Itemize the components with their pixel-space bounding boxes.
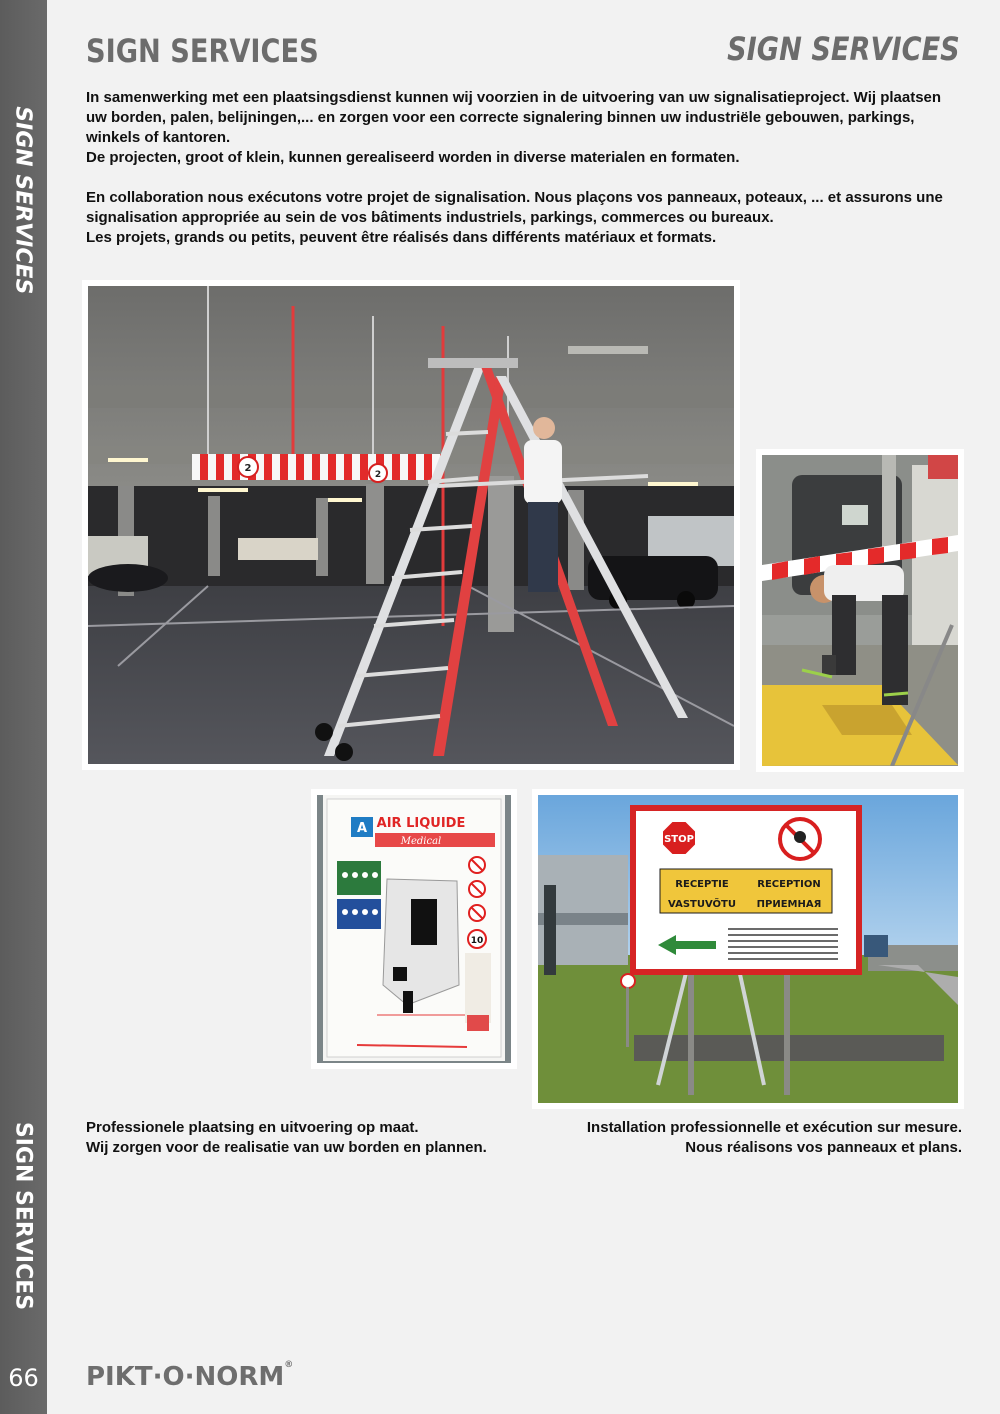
registered-mark: ® — [284, 1360, 294, 1370]
floor-marking-image — [762, 455, 958, 766]
height-limit-sign-2: 2 — [374, 470, 382, 480]
sidebar-label-top: SIGN SERVICES — [10, 103, 36, 297]
parking-ladder-image — [88, 286, 734, 764]
caption-french — [587, 1118, 962, 1158]
intro-fr-paragraph-2: Les projets, grands ou petits, peuvent être réalisés dans différents matériaux et formats. — [86, 229, 717, 246]
sign-reception: RECEPTION — [757, 879, 821, 890]
air-liquide-board-image — [317, 795, 511, 1063]
stop-sign-text: STOP — [664, 834, 694, 845]
sidebar — [0, 0, 47, 1414]
photo-floor-marking — [756, 449, 964, 772]
caption-dutch-line-1: Professionele plaatsing en uitvoering op maat. — [86, 1119, 419, 1136]
brand-logo-text: PIKT·O·NORM — [86, 1362, 285, 1392]
sign-vastuvotu: VASTUVÕTU — [668, 899, 736, 910]
intro-nl-paragraph-2: De projecten, groot of klein, kunnen gerealiseerd worden in diverse materialen en formaten. — [86, 149, 740, 166]
sidebar-label-bottom: SIGN SERVICES — [10, 1121, 36, 1311]
sign-priemnaya: ПРИЕМНАЯ — [756, 899, 822, 910]
caption-dutch — [86, 1118, 487, 1158]
speed-limit-sign: 10 — [470, 936, 484, 946]
roadside-sign-image — [538, 795, 958, 1103]
intro-nl-paragraph-1: In samenwerking met een plaatsingsdienst kunnen wij voorzien in de uitvoering van uw signalisatieproject. Wij plaatsen uw borden, palen, belijningen,... en zorgen voor een correcte signalering binnen uw industriële gebouwen, parkings, winkels of kantoren. — [86, 89, 942, 146]
brand-logo — [86, 1362, 293, 1392]
svg-text:A: A — [356, 821, 368, 836]
caption-french-line-1: Installation professionnelle et exécution sur mesure. — [586, 1119, 962, 1136]
air-liquide-brand: AIR LIQUIDE — [376, 816, 466, 831]
page-title-left: SIGN SERVICES — [86, 32, 319, 70]
photo-air-liquide-board — [311, 789, 517, 1069]
air-liquide-sub: Medical — [400, 836, 442, 847]
page-number: 66 — [8, 1364, 39, 1392]
photo-parking-ladder — [82, 280, 740, 770]
intro-fr-paragraph-1: En collaboration nous exécutons votre projet de signalisation. Nous plaçons vos panneaux, poteaux, ... et assurons une signalisation appropriée au sein de vos bâtiments industriels, parkings, commerces ou bureaux. — [86, 189, 943, 226]
photo-roadside-sign — [532, 789, 964, 1109]
height-limit-sign-1: 2 — [244, 463, 252, 474]
caption-french-line-2: Nous réalisons vos panneaux et plans. — [685, 1139, 962, 1156]
caption-dutch-line-2: Wij zorgen voor de realisatie van uw borden en plannen. — [86, 1139, 487, 1156]
intro-text — [86, 88, 966, 248]
page-title-right: SIGN SERVICES — [727, 30, 960, 68]
sign-receptie: RECEPTIE — [675, 879, 729, 890]
